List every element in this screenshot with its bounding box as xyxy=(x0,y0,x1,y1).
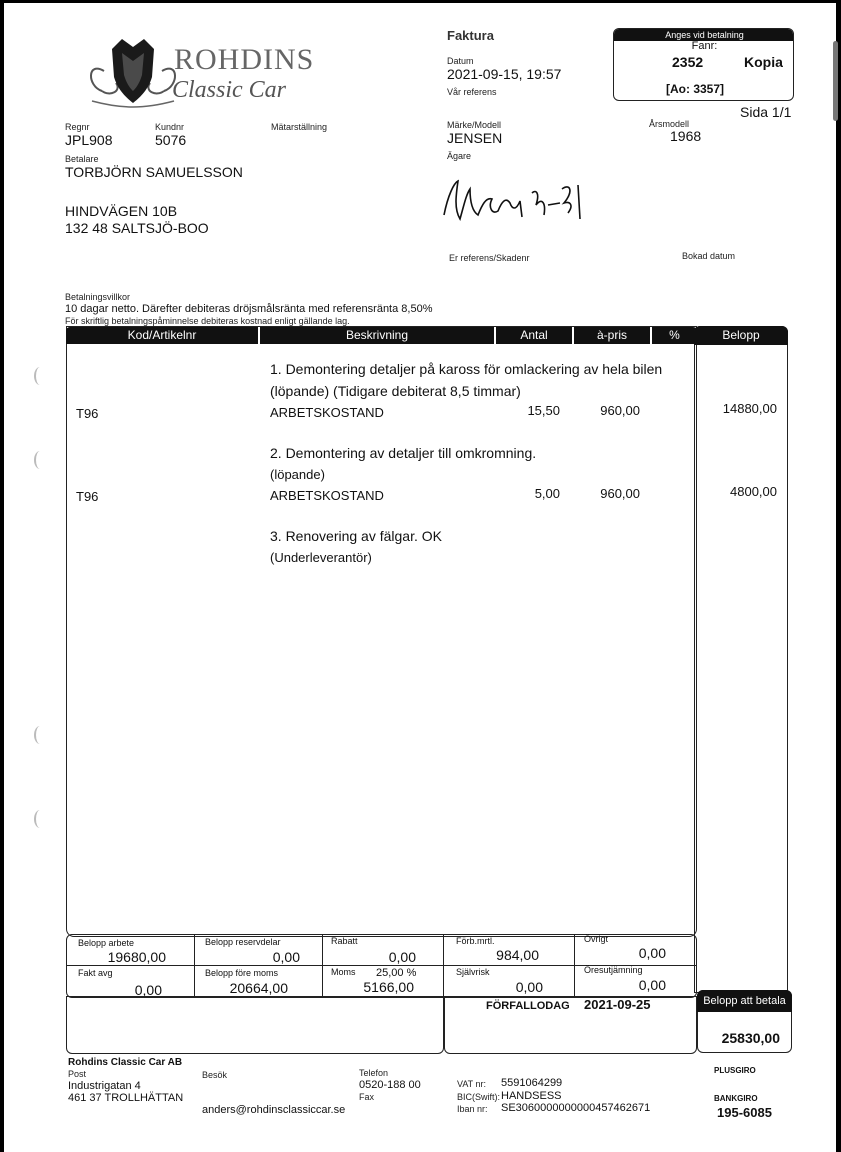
agare-label: Ägare xyxy=(447,151,472,161)
terms-line-2: För skriftlig betalningspåminnelse debiteras kostnad enligt gällande lag. xyxy=(65,316,350,326)
footer-city: 461 37 TROLLHÄTTAN xyxy=(68,1092,184,1104)
company-logo xyxy=(82,31,315,111)
ovrigt-label: Övrigt xyxy=(584,934,609,944)
forb-mrtl-label: Förb.mrtl. xyxy=(456,936,495,946)
forfallodag-value: 2021-09-25 xyxy=(584,997,651,1012)
arsmodell-value: 1968 xyxy=(670,128,702,144)
belopp-arbete-label: Belopp arbete xyxy=(78,938,135,948)
line-item-antal: 15,50 xyxy=(527,403,560,418)
oresutjamning-value: 0,00 xyxy=(638,977,666,993)
sjalvrisk-value: 0,00 xyxy=(515,979,543,995)
line-item-description: (löpande) (Tidigare debiterat 8,5 timmar) xyxy=(270,383,521,399)
payer-street: HINDVÄGEN 10B xyxy=(65,203,178,219)
document-type: Faktura xyxy=(447,28,494,43)
fakt-avg-value: 0,00 xyxy=(134,982,162,998)
ovrigt-value: 0,00 xyxy=(638,945,666,961)
logo-text-classic-car: Classic Car xyxy=(172,77,287,103)
footer-telefon-label: Telefon xyxy=(359,1068,389,1078)
invoice-page xyxy=(4,3,836,1152)
belopp-column xyxy=(694,326,788,993)
matarstallning-label: Mätarställning xyxy=(271,122,328,132)
line-item-description: 2. Demontering av detaljer till omkromning. xyxy=(270,445,537,461)
line-item-description: ARBETSKOSTAND xyxy=(270,488,384,503)
line-item-description: 3. Renovering av fälgar. OK xyxy=(270,528,442,544)
var-referens-label: Vår referens xyxy=(447,87,497,97)
fanr-label: Fanr: xyxy=(691,40,718,52)
line-item-apris: 960,00 xyxy=(600,403,640,418)
sjalvrisk-label: Självrisk xyxy=(456,967,490,977)
moms-value: 5166,00 xyxy=(363,979,414,995)
belopp-reservdelar-value: 0,00 xyxy=(272,949,300,965)
logo-text-rohdins: ROHDINS xyxy=(174,43,315,76)
footer-iban-label: Iban nr: xyxy=(457,1104,488,1114)
footer-fax-label: Fax xyxy=(359,1092,375,1102)
belopp-arbete-value: 19680,00 xyxy=(107,949,166,965)
footer-street: Industrigatan 4 xyxy=(68,1080,141,1092)
moms-label: Moms xyxy=(331,967,356,977)
line-item-apris: 960,00 xyxy=(600,486,640,501)
payment-reference-box xyxy=(613,28,794,101)
col-header-antal: Antal xyxy=(496,327,572,344)
terms-label: Betalningsvillkor xyxy=(65,292,131,302)
footer-bankgiro: 195-6085 xyxy=(717,1105,772,1120)
bokad-datum-label: Bokad datum xyxy=(682,251,736,261)
marke-label: Märke/Modell xyxy=(447,120,502,130)
marke-value: JENSEN xyxy=(447,130,503,146)
forb-mrtl-value: 984,00 xyxy=(496,947,539,963)
footer-iban: SE3060000000000457462671 xyxy=(501,1102,651,1114)
due-date-box xyxy=(444,996,697,1054)
amount-due-value: 25830,00 xyxy=(721,1030,780,1046)
scrollbar[interactable] xyxy=(833,41,838,121)
line-item-description: (Underleverantör) xyxy=(270,550,372,565)
rabatt-value: 0,00 xyxy=(388,949,416,965)
notes-box xyxy=(66,996,444,1054)
ao-number: [Ao: 3357] xyxy=(666,82,725,96)
amount-due-label: Belopp att betala xyxy=(697,990,792,1012)
belopp-reservdelar-label: Belopp reservdelar xyxy=(205,937,281,947)
rabatt-label: Rabatt xyxy=(331,936,358,946)
regnr-value: JPL908 xyxy=(65,132,113,148)
line-item-belopp: 4800,00 xyxy=(730,484,777,499)
datum-value: 2021-09-15, 19:57 xyxy=(447,66,562,82)
fakt-avg-label: Fakt avg xyxy=(78,968,113,978)
footer-bic-label: BIC(Swift): xyxy=(457,1092,501,1102)
payer-name: TORBJÖRN SAMUELSSON xyxy=(65,164,243,180)
footer-besok-label: Besök xyxy=(202,1070,228,1080)
col-header-belopp: Belopp xyxy=(694,326,788,345)
moms-percent: 25,00 % xyxy=(376,967,417,979)
footer-post-label: Post xyxy=(68,1069,87,1079)
col-header-percent: % xyxy=(652,327,697,344)
datum-label: Datum xyxy=(447,56,474,66)
footer-plusgiro-label: PLUSGIRO xyxy=(714,1066,756,1075)
col-header-beskrivning: Beskrivning xyxy=(260,327,494,344)
oresutjamning-label: Öresutjämning xyxy=(584,965,643,975)
footer-company-name: Rohdins Classic Car AB xyxy=(68,1057,183,1068)
footer-telefon: 0520-188 00 xyxy=(359,1079,421,1091)
line-item-belopp: 14880,00 xyxy=(722,401,777,416)
page-indicator: Sida 1/1 xyxy=(740,104,792,120)
line-item-description: 1. Demontering detaljer på kaross för omlackering av hela bilen xyxy=(270,361,663,377)
payment-box-title: Anges vid betalning xyxy=(614,29,794,41)
fore-moms-label: Belopp före moms xyxy=(205,968,279,978)
footer-bic: HANDSESS xyxy=(501,1090,562,1102)
payer-city: 132 48 SALTSJÖ-BOO xyxy=(65,220,209,236)
terms-line-1: 10 dagar netto. Därefter debiteras dröjsmålsränta med referensränta 8,50% xyxy=(65,303,433,315)
footer-bankgiro-label: BANKGIRO xyxy=(714,1094,758,1103)
line-item-description: ARBETSKOSTAND xyxy=(270,405,384,420)
footer-vat: 5591064299 xyxy=(501,1077,563,1089)
kundnr-value: 5076 xyxy=(155,132,187,148)
col-header-kod: Kod/Artikelnr xyxy=(66,327,258,344)
betalare-label: Betalare xyxy=(65,154,99,164)
fore-moms-value: 20664,00 xyxy=(229,980,288,996)
signature-icon xyxy=(436,175,586,230)
forfallodag-label: FÖRFALLODAG xyxy=(486,1000,570,1012)
regnr-label: Regnr xyxy=(65,122,90,132)
line-item-kod: T96 xyxy=(76,406,99,421)
line-item-description: (löpande) xyxy=(270,467,325,482)
kundnr-label: Kundnr xyxy=(155,122,185,132)
line-item-kod: T96 xyxy=(76,489,99,504)
footer-email: anders@rohdinsclassiccar.se xyxy=(202,1104,346,1116)
col-header-apris: à-pris xyxy=(574,327,650,344)
arsmodell-label: Årsmodell xyxy=(649,119,690,129)
line-item-antal: 5,00 xyxy=(534,486,560,501)
er-referens-label: Er referens/Skadenr xyxy=(449,253,530,263)
fanr-value: 2352 xyxy=(672,54,704,70)
footer-vat-label: VAT nr: xyxy=(457,1079,487,1089)
kopia-label: Kopia xyxy=(744,54,783,70)
